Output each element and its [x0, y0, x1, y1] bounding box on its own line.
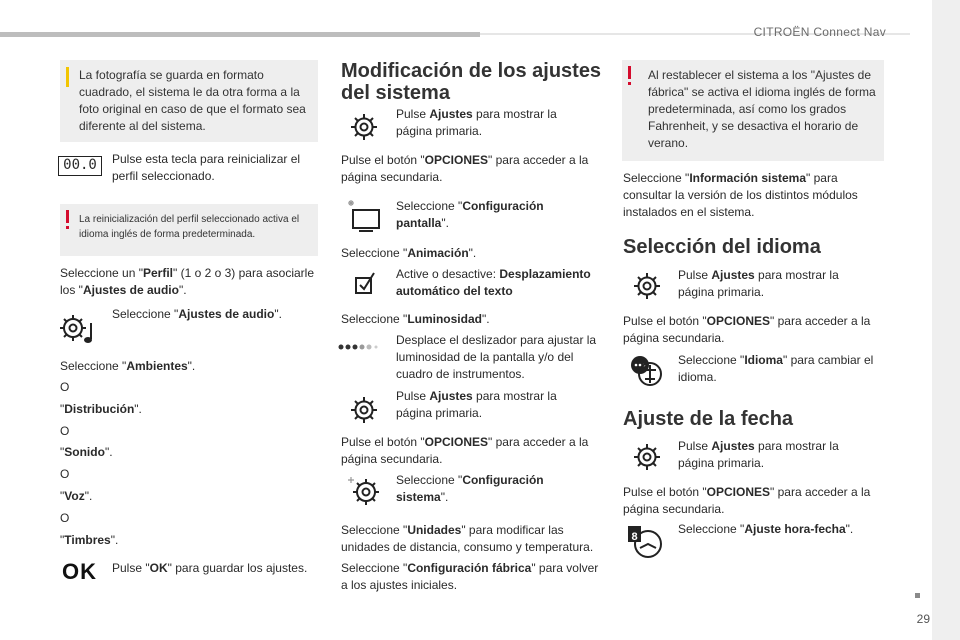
step-system-config: Seleccione "Configuración sistema". — [396, 473, 544, 504]
warning-marker — [628, 66, 631, 79]
step-units: Seleccione "Unidades" para modificar las unidades de distancia, consumo y temperatura. — [341, 523, 594, 554]
step-press-settings-2: Pulse Ajustes para mostrar la página primaria. — [396, 389, 557, 420]
step-auto-scroll: Active o desactive: Desplazamiento automático del texto — [396, 267, 591, 298]
step-options-button-2: Pulse el botón "OPCIONES" para acceder a la página secundaria. — [341, 435, 589, 466]
or-separator: O — [60, 511, 70, 525]
warning-note-text: La reinicialización del perfil seleccionado activa el idioma inglés de forma predeterminada. — [79, 214, 300, 240]
info-note-photo — [60, 60, 318, 142]
reset-key-icon — [58, 156, 102, 176]
step-brightness: Seleccione "Luminosidad". — [341, 312, 490, 326]
step-factory-settings: Seleccione "Configuración fábrica" para volver a los ajustes iniciales. — [341, 561, 599, 592]
lang-step-options: Pulse el botón "OPCIONES" para acceder a la página secundaria. — [623, 314, 871, 345]
warning-note-text: Al restablecer el sistema a los "Ajustes de fábrica" se activa el idioma inglés de forma predeterminada, así como los grados Fahrenheit, y se desactiva el horario de verano. — [648, 68, 876, 150]
header-title: CITROËN Connect Nav — [753, 25, 886, 39]
date-step-time-date: Seleccione "Ajuste hora-fecha". — [678, 522, 854, 536]
voz-option: "Voz". — [60, 489, 93, 503]
header-bar — [0, 32, 480, 37]
warning-marker-dot — [66, 226, 69, 229]
or-separator: O — [60, 467, 70, 481]
step-animation: Seleccione "Animación". — [341, 246, 477, 260]
reset-instruction: Pulse esta tecla para reinicializar el perfil seleccionado. — [112, 152, 301, 183]
settings-gear-icon — [632, 442, 662, 472]
or-separator: O — [60, 424, 70, 438]
or-separator: O — [60, 380, 70, 394]
system-config-icon — [346, 476, 382, 506]
settings-gear-icon — [349, 395, 379, 425]
language-icon — [628, 352, 666, 388]
section-title-system-settings: Modificación de los ajustes del sistema — [341, 60, 602, 104]
step-display-config: Seleccione "Configuración pantalla". — [396, 199, 544, 230]
page-number: 29 — [916, 612, 930, 626]
warning-marker — [66, 210, 69, 223]
ok-instruction: Pulse "OK" para guardar los ajustes. — [112, 561, 308, 575]
settings-gear-icon — [632, 271, 662, 301]
section-title-language: Selección del idioma — [623, 236, 821, 258]
info-note-text: La fotografía se guarda en formato cuadrado, el sistema le da otra forma a la foto original en caso de que el formato sea diferente al del sistema. — [79, 68, 306, 133]
lang-step-select-language: Seleccione "Idioma" para cambiar el idioma. — [678, 353, 874, 384]
info-marker — [66, 67, 69, 87]
step-slider-adjust: Desplace el deslizador para ajustar la luminosidad de la pantalla y/o del cuadro de instrumentos. — [396, 333, 597, 381]
step-options-button: Pulse el botón "OPCIONES" para acceder a la página secundaria. — [341, 153, 589, 184]
date-badge: 8 — [631, 531, 638, 543]
audio-instruction: Seleccione "Ajustes de audio". — [112, 307, 282, 321]
page-marker — [915, 593, 920, 598]
timbres-option: "Timbres". — [60, 533, 119, 547]
right-margin-bar — [932, 0, 960, 640]
system-info-instruction: Seleccione "Información sistema" para consultar la versión de los distintos módulos instalados en el sistema. — [623, 171, 858, 219]
date-step-options: Pulse el botón "OPCIONES" para acceder a la página secundaria. — [623, 485, 871, 516]
ambientes-option: Seleccione "Ambientes". — [60, 359, 196, 373]
brightness-slider-icon — [338, 342, 378, 352]
section-title-date: Ajuste de la fecha — [623, 408, 794, 430]
audio-settings-icon — [58, 313, 100, 347]
warning-note-reset — [60, 204, 318, 256]
ok-button-icon: OK — [62, 559, 97, 584]
lang-step-press-settings: Pulse Ajustes para mostrar la página primaria. — [678, 268, 839, 299]
warning-marker-dot — [628, 82, 631, 85]
sonido-option: "Sonido". — [60, 445, 113, 459]
warning-note-factory — [622, 60, 884, 161]
profile-instruction: Seleccione un "Perfil" (1 o 2 o 3) para asociarle los "Ajustes de audio". — [60, 266, 314, 297]
display-settings-icon — [345, 198, 383, 234]
settings-gear-icon — [349, 112, 379, 142]
step-press-settings: Pulse Ajustes para mostrar la página primaria. — [396, 107, 557, 138]
date-step-press-settings: Pulse Ajustes para mostrar la página primaria. — [678, 439, 839, 470]
reset-key-label: 00.0 — [63, 157, 97, 173]
checkbox-icon — [353, 270, 379, 296]
distribucion-option: "Distribución". — [60, 402, 142, 416]
